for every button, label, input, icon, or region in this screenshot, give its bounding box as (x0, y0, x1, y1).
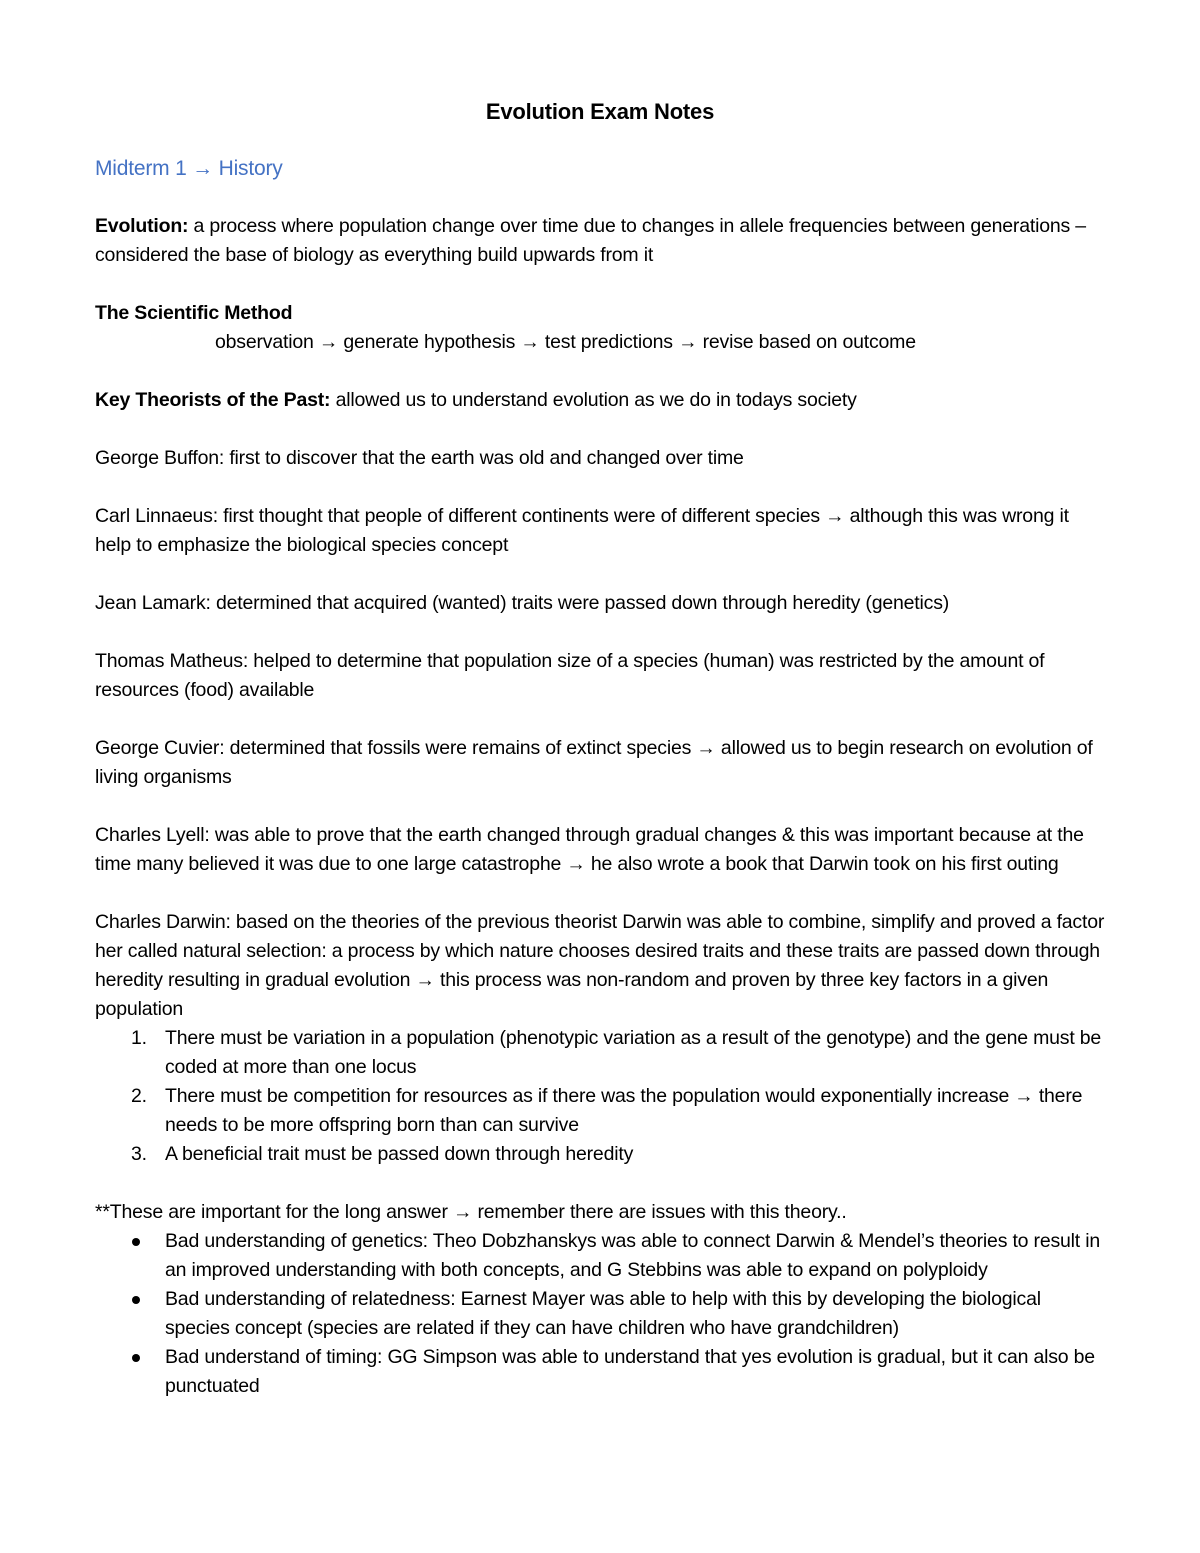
list-number: 1. (131, 1027, 147, 1049)
evolution-definition (95, 212, 1105, 270)
key-theorists-text: allowed us to understand evolution as we do in todays society (330, 389, 857, 411)
list-item-text: There must be variation in a population (phenotypic variation as a result of the genotype) and the gene must be coded at more than one locus (165, 1027, 1102, 1078)
list-item (95, 1227, 1105, 1285)
list-number: 3. (131, 1143, 147, 1165)
key-theorists-paragraph (95, 386, 1105, 415)
scientific-method-steps: observation → generate hypothesis → test predictions → revise based on outcome (215, 331, 916, 353)
bullet-icon (132, 1296, 140, 1304)
theorist-entry: Carl Linnaeus: first thought that people of different continents were of different species → although this was wrong it help to emphasize the biological species concept (95, 505, 1069, 556)
list-number: 2. (131, 1085, 147, 1107)
list-item (95, 1024, 1105, 1082)
list-item-text: There must be competition for resources as if there was the population would exponentially increase → there needs to be more offspring born than can survive (165, 1085, 1083, 1136)
theorist-entry: Thomas Matheus: helped to determine that population size of a species (human) was restricted by the amount of resources (food) available (95, 650, 1045, 701)
evolution-text: a process where population change over time due to changes in allele frequencies between generations – considered the base of biology as everything build upwards from it (95, 215, 1086, 266)
list-item-text: Bad understand of timing: GG Simpson was able to understand that yes evolution is gradual, but it can also be punctuated (165, 1346, 1095, 1397)
list-item-text: Bad understanding of genetics: Theo Dobzhanskys was able to connect Darwin & Mendel’s theories to result in an improved understanding with both concepts, and G Stebbins was able to expand on polyploidy (165, 1230, 1101, 1281)
section-heading: Midterm 1 → History (95, 157, 283, 180)
bullet-icon (132, 1354, 140, 1362)
scientific-method-heading: The Scientific Method (95, 302, 293, 324)
darwin-factors-list (95, 1024, 1105, 1169)
long-answer-note: **These are important for the long answer → remember there are issues with this theory.. (95, 1201, 847, 1223)
key-theorists-term: Key Theorists of the Past: (95, 389, 331, 411)
darwin-paragraph: Charles Darwin: based on the theories of the previous theorist Darwin was able to combine, simplify and proved a factor her called natural selection: a process by which nature chooses desired traits and these traits are passed down through heredity resulting in gradual evolution → this process was non-random and proven by three key factors in a given population (95, 911, 1105, 1020)
list-item-text: Bad understanding of relatedness: Earnest Mayer was able to help with this by developing the biological species concept (species are related if they can have children who have grandchildren) (165, 1288, 1041, 1339)
theorist-entry: George Cuvier: determined that fossils were remains of extinct species → allowed us to begin research on evolution of living organisms (95, 737, 1093, 788)
list-item (95, 1343, 1105, 1401)
bullet-icon (132, 1238, 140, 1246)
list-item (95, 1285, 1105, 1343)
theorist-entry: Jean Lamark: determined that acquired (wanted) traits were passed down through heredity (genetics) (95, 592, 950, 614)
issues-list (95, 1227, 1105, 1401)
document-body (95, 96, 1105, 1401)
list-item (95, 1140, 1105, 1169)
theorist-entry: George Buffon: first to discover that the earth was old and changed over time (95, 447, 744, 469)
list-item-text: A beneficial trait must be passed down through heredity (165, 1143, 634, 1165)
list-item (95, 1082, 1105, 1140)
document-title: Evolution Exam Notes (485, 99, 715, 124)
theorist-entry: Charles Lyell: was able to prove that the earth changed through gradual changes & this was important because at the time many believed it was due to one large catastrophe → he also wrote a book that Darwin took on his first outing (95, 824, 1084, 875)
evolution-term: Evolution: (95, 215, 189, 237)
